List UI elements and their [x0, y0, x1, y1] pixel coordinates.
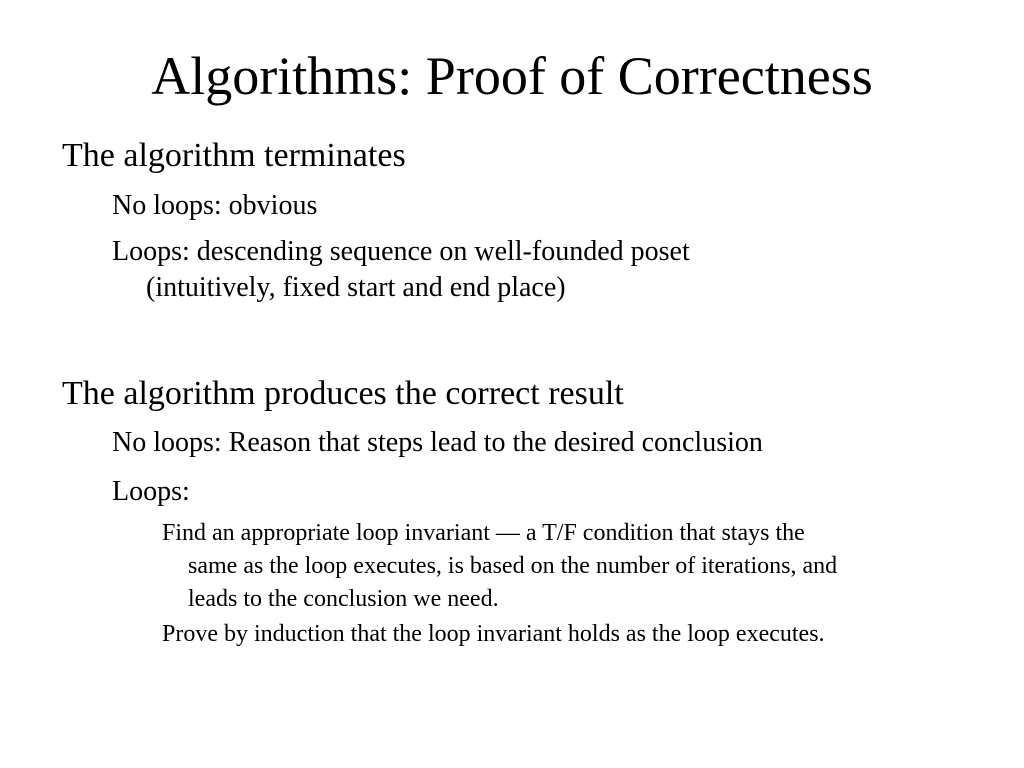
- sub-bullet-no-loops-obvious: No loops: obvious: [112, 190, 318, 221]
- loops-descending-line1: Loops: descending sequence on well-founded poset: [112, 236, 690, 267]
- sub-sub-bullet-prove-induction: Prove by induction that the loop invariant holds as the loop executes.: [162, 621, 825, 647]
- loop-invariant-line2: same as the loop executes, is based on the number of iterations, and: [188, 553, 838, 579]
- bullet-terminates: The algorithm terminates: [62, 137, 406, 174]
- bullet-correct-result: The algorithm produces the correct result: [62, 375, 624, 412]
- loops-descending-line2: (intuitively, fixed start and end place): [146, 272, 566, 303]
- sub-bullet-loops: Loops:: [112, 476, 190, 507]
- loop-invariant-line1: Find an appropriate loop invariant — a T/F condition that stays the: [162, 520, 805, 546]
- slide-title: Algorithms: Proof of Correctness: [151, 46, 873, 106]
- sub-bullet-no-loops-reason: No loops: Reason that steps lead to the desired conclusion: [112, 427, 763, 458]
- sub-sub-bullet-loop-invariant: [162, 517, 837, 616]
- sub-bullet-loops-descending: [112, 234, 690, 306]
- loop-invariant-line3: leads to the conclusion we need.: [188, 586, 499, 612]
